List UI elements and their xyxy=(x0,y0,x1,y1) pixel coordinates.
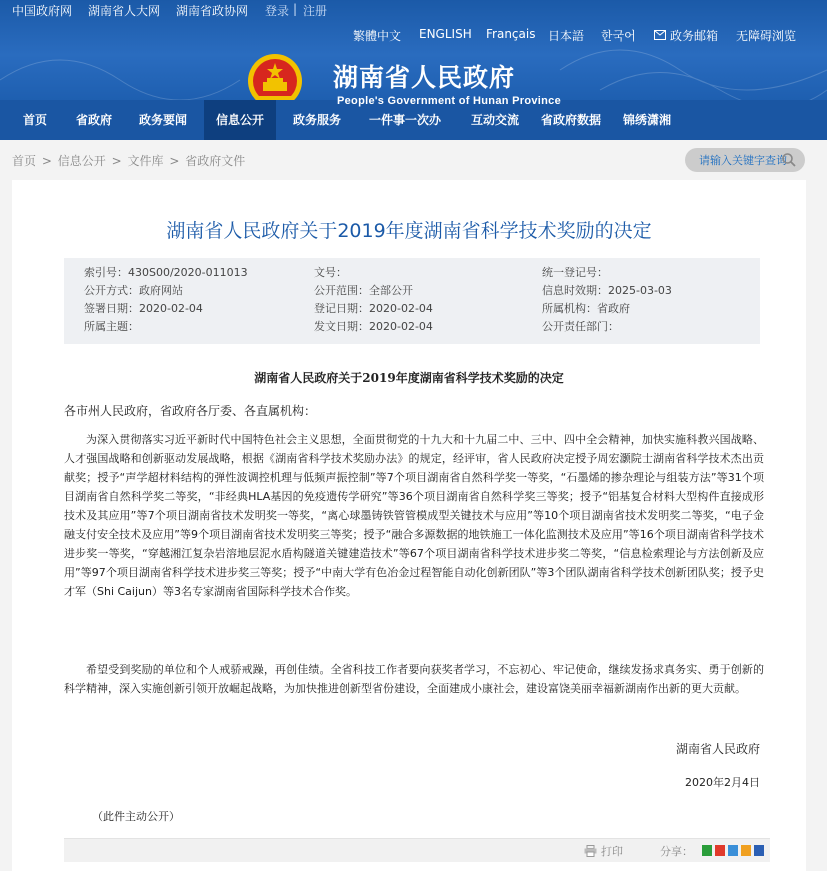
breadcrumb-separator: > xyxy=(169,154,180,168)
meta-valid-period: 信息时效期：2025-03-03 xyxy=(542,284,672,297)
search-input[interactable] xyxy=(685,148,805,172)
nav-one-thing[interactable]: 一件事一次办 xyxy=(368,113,441,127)
accessible-link[interactable]: 无障碍浏览 xyxy=(736,29,797,43)
qq-icon[interactable] xyxy=(728,845,738,856)
breadcrumb-file-library[interactable]: 文件库 xyxy=(127,154,164,168)
print-button[interactable]: 打印 xyxy=(601,845,623,858)
breadcrumb xyxy=(12,152,247,169)
top-link-npc[interactable]: 湖南省人大网 xyxy=(88,4,161,18)
lang-english[interactable]: ENGLISH xyxy=(419,27,472,41)
nav-gov-data[interactable]: 省政府数据 xyxy=(540,113,601,127)
nav-info-public[interactable]: 信息公开 xyxy=(204,100,276,140)
document-salutation: 各市州人民政府，省政府各厅委、各直属机构： xyxy=(64,404,317,418)
document-paragraph: 为深入贯彻落实习近平新时代中国特色社会主义思想，全面贯彻党的十九大和十九届二中、三中、四中全会精神，加快实施科教兴国战略、人才强国战略和创新驱动发展战略，根据《湖南省科学技术奖励办法》的规定，经评审，省人民政府决定授予周宏灏院士湖南省科学技术杰出贡献奖；授予“声学超材料结构的弹性波调控机理与低频声振控制”等7个项目湖南省自然科学奖一等奖，“石墨烯的掺杂理论与组装方法”等31个项目湖南省自然科学奖二等奖，“非经典HLA基因的免疫遗传学研究”等36个项目湖南省自然科学奖三等奖；授予“铝基复合材料大型构件直接成形技术及其应用”等7个项目湖南省技术发明奖一等奖，“离心球墨铸铁管管模成型关键技术与应用”等10个项目湖南省技术发明奖二等奖，“电子金融支付安全技术及应用”等9个项目湖南省技术发明奖三等奖；授予“融合多源数据的地铁施工一体化监测技术及应用”等16个项目湖南省科学技术进步奖一等奖，“穿越湘江复杂岩溶地层泥水盾构隧道关键建造技术”等67个项目湖南省科学技术进步奖二等奖，“信息检索理论与方法创新及应用”等97个项目湖南省科学技术进步奖三等奖；授予“中南大学有色冶金过程智能自动化创新团队”等3个团队湖南省科学技术创新团队奖；授予史才军（Shi Caijun）等3名专家湖南省国际科学技术合作奖。 xyxy=(64,433,764,598)
meta-unified-no: 统一登记号： xyxy=(542,266,608,279)
weibo-icon[interactable] xyxy=(715,845,725,856)
site-header xyxy=(0,0,827,100)
gov-mail-link[interactable]: 政务邮箱 xyxy=(670,29,719,43)
share-more-icon[interactable] xyxy=(754,845,764,856)
nav-gov-news[interactable]: 政务要闻 xyxy=(138,113,187,127)
meta-responsible: 公开责任部门： xyxy=(542,320,619,333)
nav-jinxiu[interactable]: 锦绣潇湘 xyxy=(622,113,671,127)
nav-province-gov[interactable]: 省政府 xyxy=(75,113,112,127)
breadcrumb-info-public[interactable]: 信息公开 xyxy=(57,154,106,168)
document-signer: 湖南省人民政府 xyxy=(675,742,760,756)
search-icon[interactable] xyxy=(781,152,797,168)
lang-korean[interactable]: 한국어 xyxy=(601,29,636,43)
document-date: 2020年2月4日 xyxy=(685,776,760,789)
meta-index-no: 索引号：430S00/2020-011013 xyxy=(84,266,248,279)
document-paragraph: 希望受到奖励的单位和个人戒骄戒躁，再创佳绩。全省科技工作者要向获奖者学习，不忘初心、牢记使命，继续发扬求真务实、勇于创新的科学精神，深入实施创新引领开放崛起战略，为加快推进创新型省份建设，全面建成小康社会，建设富饶美丽幸福新湖南作出新的更大贡献。 xyxy=(64,663,764,695)
top-link-gov[interactable]: 中国政府网 xyxy=(12,4,73,18)
meta-public-scope: 公开范围：全部公开 xyxy=(314,284,413,297)
public-note: （此件主动公开） xyxy=(92,810,180,823)
breadcrumb-separator: > xyxy=(41,154,52,168)
mail-icon xyxy=(654,30,666,40)
meta-topic: 所属主题： xyxy=(84,320,139,333)
document-heading: 湖南省人民政府关于2019年度湖南省科学技术奖励的决定 xyxy=(254,371,564,385)
site-title: 湖南省人民政府 xyxy=(333,63,516,92)
article-panel xyxy=(12,180,806,871)
article-footer-bar xyxy=(64,838,770,862)
lang-french[interactable]: Français xyxy=(486,27,536,41)
lang-japanese[interactable]: 日本語 xyxy=(548,29,585,43)
share-label: 分享： xyxy=(660,845,693,858)
breadcrumb-home[interactable]: 首页 xyxy=(12,154,37,168)
top-link-cppcc[interactable]: 湖南省政协网 xyxy=(176,4,249,18)
meta-sign-date: 签署日期：2020-02-04 xyxy=(84,302,203,315)
page-title: 湖南省人民政府关于2019年度湖南省科学技术奖励的决定 xyxy=(166,220,652,242)
register-link[interactable]: 注册 xyxy=(303,4,328,18)
meta-issue-date: 发文日期：2020-02-04 xyxy=(314,320,433,333)
breadcrumb-separator: > xyxy=(111,154,122,168)
meta-org: 所属机构：省政府 xyxy=(542,302,630,315)
lang-traditional[interactable]: 繁體中文 xyxy=(353,29,402,43)
breadcrumb-gov-files[interactable]: 省政府文件 xyxy=(185,154,246,168)
qzone-icon[interactable] xyxy=(741,845,751,856)
meta-reg-date: 登记日期：2020-02-04 xyxy=(314,302,433,315)
nav-interaction[interactable]: 互动交流 xyxy=(470,113,519,127)
nav-home[interactable]: 首页 xyxy=(22,113,47,127)
document-meta-table xyxy=(64,258,760,344)
search-placeholder: 请输入关键字查询 xyxy=(699,154,787,167)
site-subtitle: People's Government of Hunan Province xyxy=(337,95,561,107)
auth-separator: | xyxy=(293,2,298,16)
wechat-icon[interactable] xyxy=(702,845,712,856)
printer-icon[interactable] xyxy=(584,845,597,857)
meta-doc-no: 文号： xyxy=(314,266,347,279)
nav-gov-service[interactable]: 政务服务 xyxy=(292,113,341,127)
meta-public-mode: 公开方式：政府网站 xyxy=(84,284,183,297)
login-link[interactable]: 登录 xyxy=(265,4,290,18)
